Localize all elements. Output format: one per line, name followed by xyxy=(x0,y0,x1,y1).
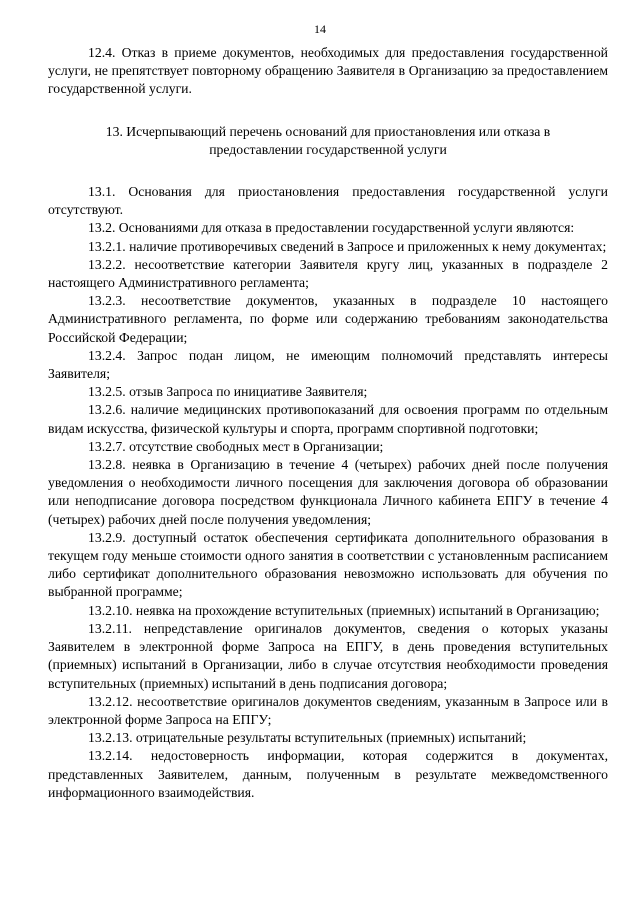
spacer xyxy=(48,159,608,183)
paragraph-13-2-6: 13.2.6. наличие медицинских противопоказаний для освоения программ по отдельным видам искусства, физической культуры и спорта, программ спортивной подготовки; xyxy=(48,402,608,436)
paragraph-13-2-9: 13.2.9. доступный остаток обеспечения сертификата дополнительного образования в текущем году меньше стоимости одного занятия в соответствии с установленным расписанием либо сертификат дополнительного образования невозможно использовать для обучения по выбранной программе; xyxy=(48,529,608,600)
paragraph-13-2-14: 13.2.14. недостоверность информации, которая содержится в документах, представленных Заявителем, данным, полученным в результате межведомственного информационного взаимодействия. xyxy=(48,748,608,800)
paragraph-13-2-10: 13.2.10. неявка на прохождение вступительных (приемных) испытаний в Организацию; xyxy=(88,602,600,618)
paragraph-13-2-12: 13.2.12. несоответствие оригиналов документов сведениям, указанным в Запросе или в электронной форме Запроса на ЕПГУ; xyxy=(48,693,608,727)
paragraph-13-2-7: 13.2.7. отсутствие свободных мест в Организации; xyxy=(88,438,384,454)
paragraph-13-2-2: 13.2.2. несоответствие категории Заявителя кругу лиц, указанных в подразделе 2 настоящего Административного регламента; xyxy=(48,256,608,291)
page-number: 14 xyxy=(314,22,326,36)
paragraph-13-2-3: 13.2.3. несоответствие документов, указанных в подразделе 10 настоящего Административного регламента, по форме или содержанию требованиям законодательства Российской Федерации; xyxy=(48,293,608,345)
paragraph-13-2-5: 13.2.5. отзыв Запроса по инициативе Заявителя; xyxy=(88,384,368,400)
paragraph-13-2-4: 13.2.4. Запрос подан лицом, не имеющим полномочий представлять интересы Заявителя; xyxy=(48,347,608,382)
intro-paragraph: 12.4. Отказ в приеме документов, необходимых для предоставления государственной услуги, не препятствует повторному обращению Заявителя в Организацию за предоставлением государственной услуги. xyxy=(48,45,608,97)
section-heading xyxy=(48,123,608,159)
section-heading-line-1: 13. Исчерпывающий перечень оснований для приостановления или отказа в xyxy=(105,123,551,139)
paragraph-13-2-1: 13.2.1. наличие противоречивых сведений в Запросе и приложенных к нему документах; xyxy=(88,238,607,254)
paragraph-13-2: 13.2. Основаниями для отказа в предоставлении государственной услуги являются: xyxy=(88,220,575,236)
paragraph-13-2-8: 13.2.8. неявка в Организацию в течение 4 (четырех) рабочих дней после получения уведомления о необходимости личного посещения для заключения договора об образовании или неподписание договора посредством функционала Личного кабинета ЕПГУ в течение 4 (четырех) рабочих дней после получения уведомления; xyxy=(48,457,608,527)
spacer xyxy=(48,99,608,123)
paragraph-13-2-11: 13.2.11. непредставление оригиналов документов, сведения о которых указаны Заявителем в электронной форме Запроса на ЕПГУ, в день проведения вступительных (приемных) испытаний в Организации, либо в случае отсутствия необходимости проведения вступительных (приемных) испытаний в день подписания договора; xyxy=(48,620,608,691)
paragraph-13-1: 13.1. Основания для приостановления предоставления государственной услуги отсутствуют. xyxy=(48,184,608,218)
section-heading-line-2: предоставлении государственной услуги xyxy=(209,141,447,157)
document-body xyxy=(48,44,608,802)
paragraph-13-2-13: 13.2.13. отрицательные результаты вступительных (приемных) испытаний; xyxy=(88,730,527,746)
